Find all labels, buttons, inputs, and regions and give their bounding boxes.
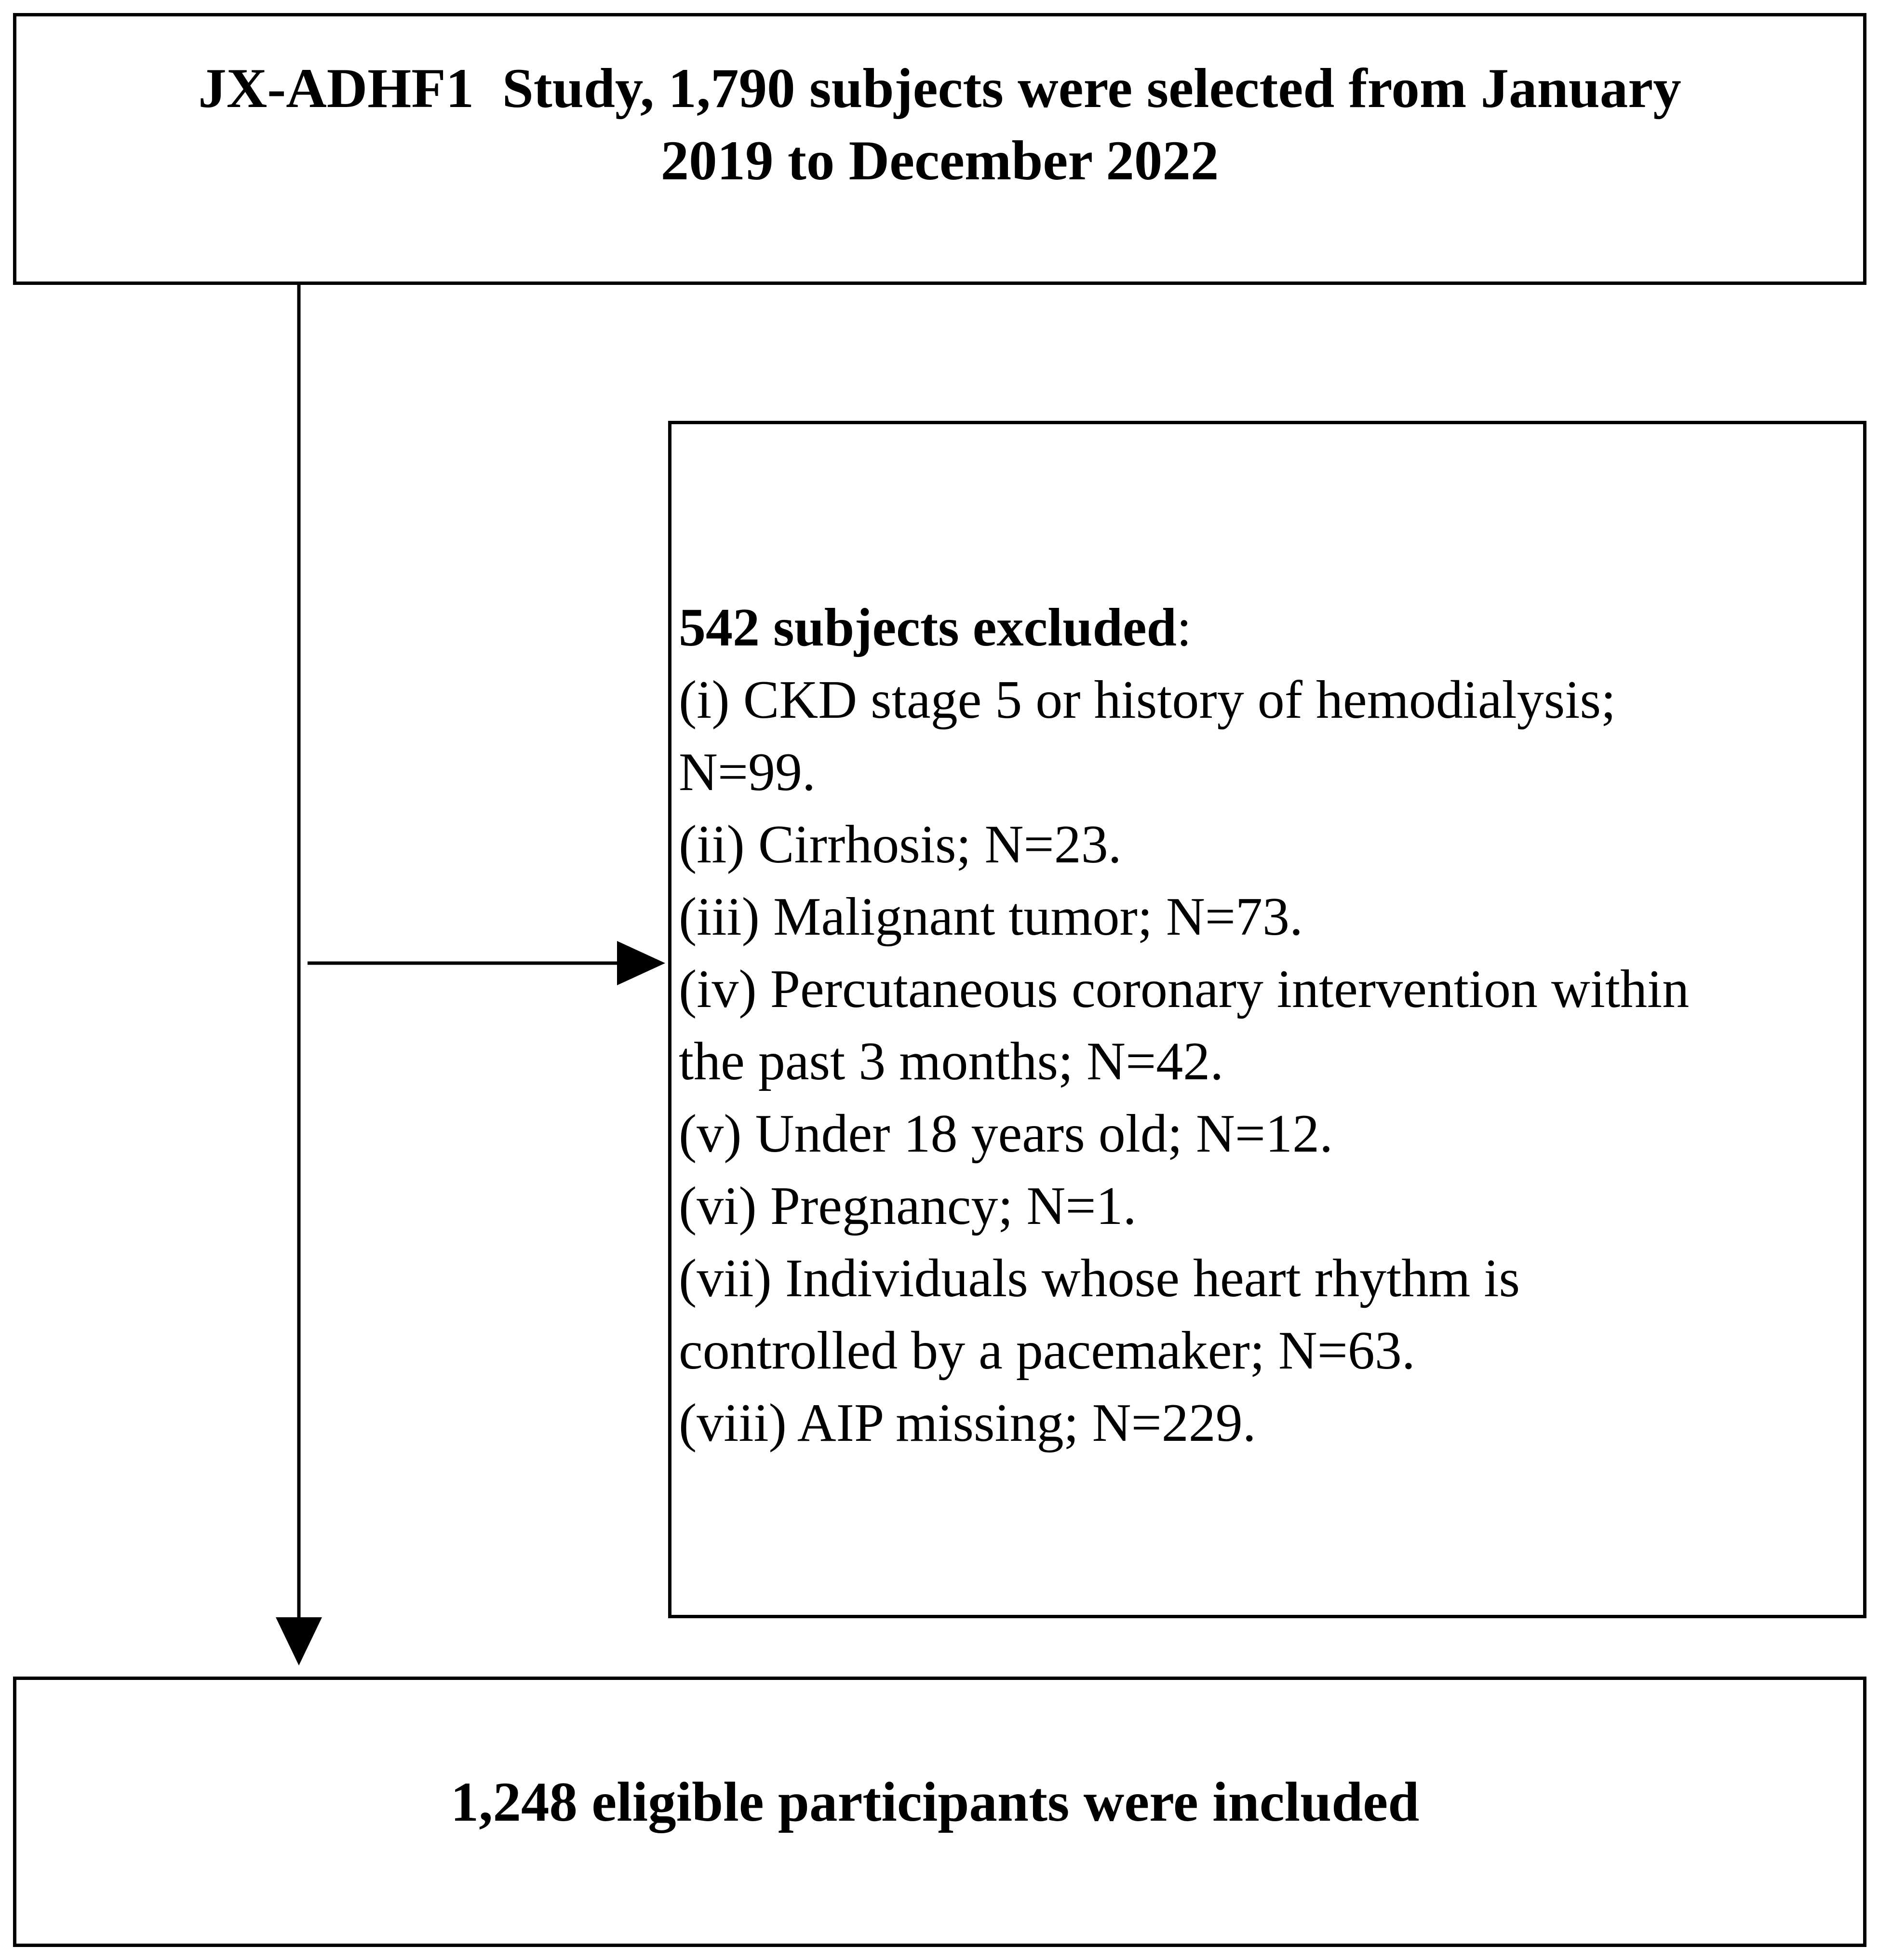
exclusion-line: (vii) Individuals whose heart rhythm is — [679, 1248, 1520, 1308]
exclusion-line: (viii) AIP missing; N=229. — [679, 1393, 1256, 1453]
exclusion-content — [679, 591, 1865, 1459]
exclusion-heading: 542 subjects excluded — [679, 598, 1177, 658]
study-population-line-2: 2019 to December 2022 — [660, 130, 1219, 192]
exclusion-heading-suffix: : — [1176, 598, 1192, 658]
exclusion-line: (i) CKD stage 5 or history of hemodialysis; — [679, 670, 1616, 730]
study-population-line-1: JX-ADHF1 Study, 1,790 subjects were selected from January — [198, 57, 1681, 120]
included-participants-text: 1,248 eligible participants were included — [450, 1771, 1420, 1833]
included-participants-box — [13, 1677, 1866, 1947]
exclusion-heading-line — [679, 591, 1865, 664]
exclusion-line: (v) Under 18 years old; N=12. — [679, 1104, 1333, 1164]
exclusion-line: (iii) Malignant tumor; N=73. — [679, 887, 1303, 947]
exclusion-line: (vi) Pregnancy; N=1. — [679, 1176, 1137, 1236]
exclusion-line: N=99. — [679, 742, 816, 802]
exclusion-line: (iv) Percutaneous coronary intervention within — [679, 959, 1690, 1019]
exclusion-line: the past 3 months; N=42. — [679, 1032, 1224, 1091]
down-arrowhead — [276, 1617, 322, 1665]
right-arrowhead — [617, 941, 665, 985]
exclusion-line: controlled by a pacemaker; N=63. — [679, 1321, 1415, 1381]
exclusion-box — [668, 421, 1866, 1618]
exclusion-line: (ii) Cirrhosis; N=23. — [679, 815, 1122, 874]
